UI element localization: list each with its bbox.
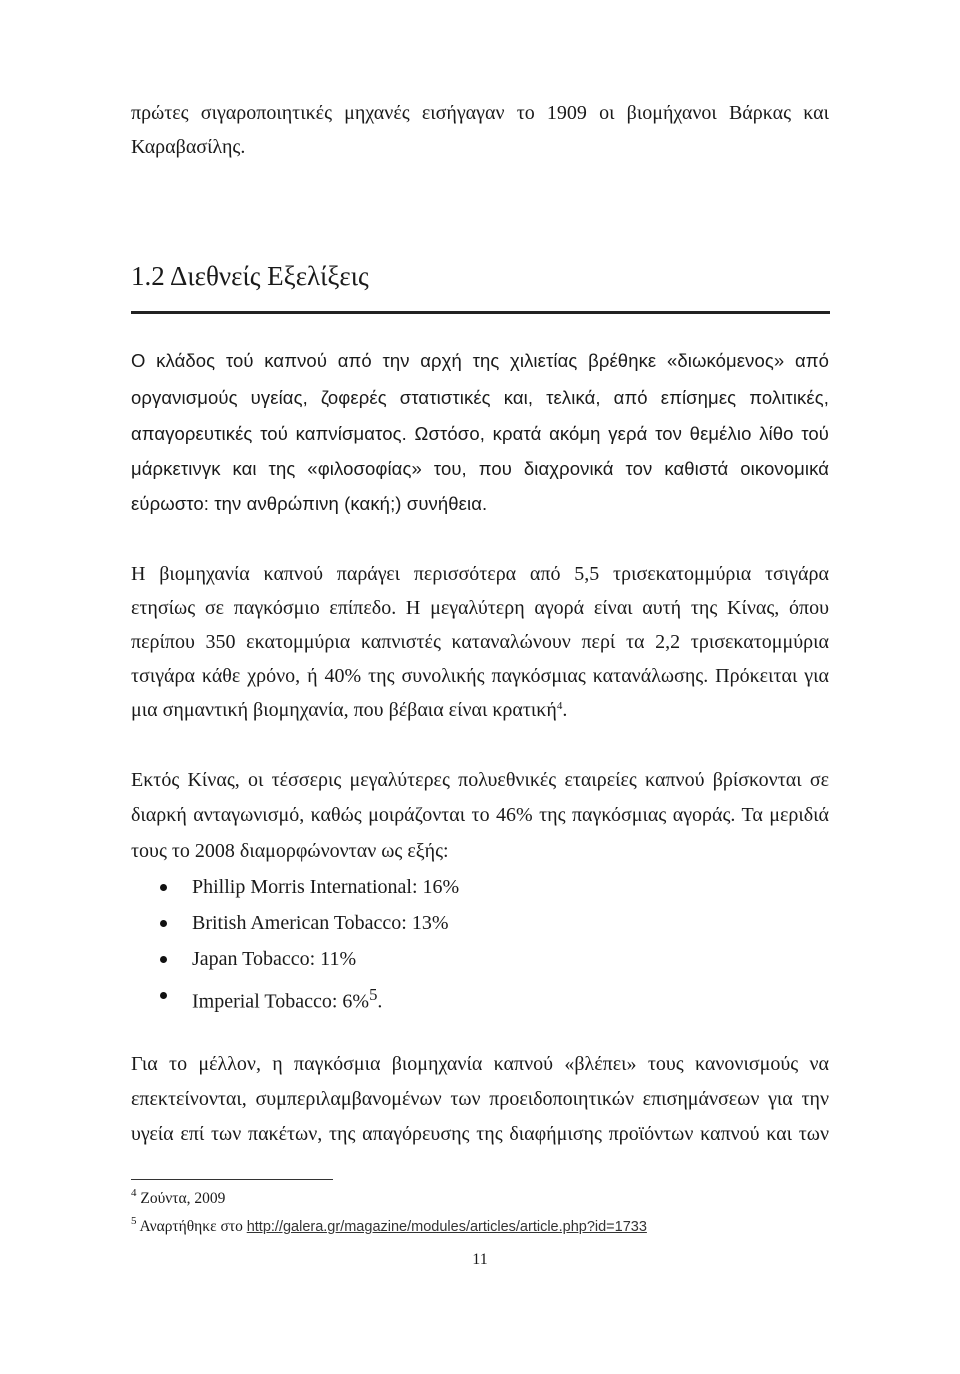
paragraph2-line-5: [131, 698, 567, 722]
paragraph1-line-2: οργανισμούς υγείας, ζοφερές στατιστικές και, τελικά, από επίσημες πολιτικές,: [131, 387, 829, 408]
paragraph4-line-3: υγεία επί των πακέτων, της απαγόρευσης της διαφήμισης προϊόντων καπνού και των: [131, 1123, 829, 1145]
list-item-text-wrap: [192, 983, 382, 1014]
intro-line-2: Καραβασίλης.: [131, 136, 246, 158]
footnote-number: 5: [131, 1215, 137, 1227]
footnote-text: Ζούντα, 2009: [136, 1190, 226, 1207]
paragraph1-line-4: μάρκετινγκ και της «φιλοσοφίας» του, που διαχρονικά τον καθιστά οικονομικά: [131, 458, 829, 479]
list-item-text: Japan Tobacco: 11%: [192, 948, 357, 970]
paragraph2-line-2: ετησίως σε παγκόσμιο επίπεδο. Η μεγαλύτερη αγορά είναι αυτή της Κίνας, όπου: [131, 597, 829, 619]
list-item-end: .: [377, 990, 383, 1013]
paragraph3-line-3: τους το 2008 διαμορφώνονταν ως εξής:: [131, 840, 449, 862]
paragraph2-line-5-end: .: [562, 699, 568, 721]
section-heading: 1.2 Διεθνείς Εξελίξεις: [131, 261, 369, 291]
footnote-ref-4: 4: [556, 700, 563, 712]
paragraph1-line-1: Ο κλάδος τού καπνού από την αρχή της χιλιετίας βρέθηκε «διωκόμενος» από: [131, 350, 829, 371]
paragraph2-line-3: περίπου 350 εκατομμύρια καπνιστές καταναλώνουν περί τα 2,2 τρισεκατομμύρια: [131, 631, 829, 653]
footnote-text: Αναρτήθηκε στο: [136, 1218, 247, 1235]
paragraph1-line-3: απαγορευτικές τού καπνίσματος. Ωστόσο, κρατά ακόμη γερά τον θεμέλιο λίθο τού: [131, 423, 829, 444]
footnote-separator: [131, 1179, 333, 1180]
list-item-text: British American Tobacco: 13%: [192, 912, 449, 934]
list-item-text: Imperial Tobacco: 6%: [192, 990, 370, 1013]
paragraph4-line-2: επεκτείνονται, συμπεριλαμβανομένων των προειδοποιητικών επισημάνσεων για την: [131, 1088, 829, 1110]
paragraph3-line-1: Εκτός Κίνας, οι τέσσερις μεγαλύτερες πολυεθνικές εταιρείες καπνού βρίσκονται σε: [131, 769, 829, 791]
bullet-icon: [160, 920, 167, 927]
paragraph2-line-1: Η βιομηχανία καπνού παράγει περισσότερα από 5,5 τρισεκατομμύρια τσιγάρα: [131, 563, 829, 585]
footnote-5: [131, 1217, 647, 1237]
heading-rule: [131, 311, 830, 314]
footnote-ref-5: 5: [369, 985, 378, 1004]
bullet-icon: [160, 884, 167, 891]
footnote-4: [131, 1189, 225, 1209]
footnote-link[interactable]: http://galera.gr/magazine/modules/articles/article.php?id=1733: [246, 1219, 647, 1235]
page-number: 11: [472, 1251, 488, 1268]
paragraph1-line-5: εύρωστο: την ανθρώπινη (κακή;) συνήθεια.: [131, 493, 488, 514]
paragraph2-line-4: τσιγάρα κάθε χρόνο, ή 40% της συνολικής παγκόσμιας κατανάλωσης. Πρόκειται για: [131, 665, 829, 687]
intro-line-1: πρώτες σιγαροποιητικές μηχανές εισήγαγαν το 1909 οι βιομήχανοι Βάρκας και: [131, 102, 829, 124]
paragraph4-line-1: Για το μέλλον, η παγκόσμια βιομηχανία καπνού «βλέπει» τους κανονισμούς να: [131, 1053, 829, 1075]
bullet-icon: [160, 956, 167, 963]
paragraph2-line-5-text: μια σημαντική βιομηχανία, που βέβαια είναι κρατική: [131, 699, 557, 721]
list-item-text: Phillip Morris International: 16%: [192, 876, 460, 898]
footnote-number: 4: [131, 1187, 137, 1199]
paragraph3-line-2: διαρκή ανταγωνισμό, καθώς μοιράζονται το 46% της παγκόσμιας αγοράς. Τα μεριδιά: [131, 804, 829, 826]
bullet-icon: [160, 992, 167, 999]
